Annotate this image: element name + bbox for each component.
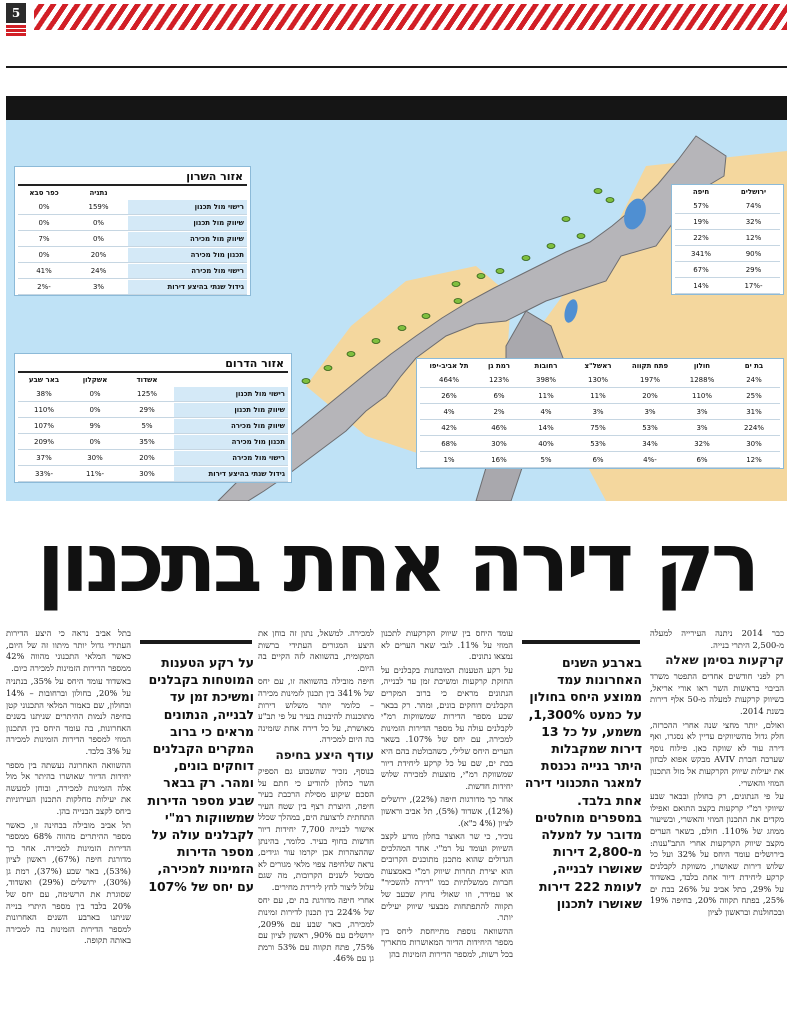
table-row: רישוי מול מכירה 24% 41% bbox=[18, 263, 247, 279]
paragraph: בתל אביב נראה כי היצע הדירות העתידי גדול יותר מיתוו זה של היום, כאשר המלאי התכנוני מהווה 42% ממספר הדירות הזמינות למכירה כיום. bbox=[6, 628, 131, 673]
table-row: 90% 341% bbox=[675, 246, 780, 262]
article-column-3 bbox=[381, 628, 513, 1020]
table-row: רישוי מול תכנון 125% 0% 38% bbox=[18, 386, 288, 402]
paragraph: חיפה מובילה בהשוואה זו, עם יחס של 341% בין תכנון לזמינות מכירה – כלומר יותר משלוש דירות מתוכננות להיבנות בעיר על פי תב"ע מאושרת, על כל דירה אחת שזמינה בה היום למכירה. bbox=[258, 676, 374, 745]
paragraph: למכירה. למשאל, נתון זה בוחן את היצע המגורים העתידי ברשות המקומית, בהשוואה לזה הקיים בה היום. bbox=[258, 628, 374, 673]
table-row: -17% 14% bbox=[675, 278, 780, 294]
article-column-4 bbox=[258, 628, 374, 1020]
paragraph: ההשוואה האחרונה נעשתה בין מספר יחידות הדיור שאושרו בהיתר אל מול אלה הזמינות למכירה, ובוחן למעשה את יעילות מחלקות התכנון העירוניות ביחס לקצב הבנייה בהן. bbox=[6, 759, 131, 816]
main-headline: רק דירה אחת בתכנון bbox=[36, 516, 757, 611]
table-title: אזור הדרום bbox=[18, 354, 288, 373]
table-row: תכנון מול מכירה 35% 0% 209% bbox=[18, 434, 288, 450]
table-row: 12% 22% bbox=[675, 230, 780, 246]
table-row: שיווק מול תכנון 0% 0% bbox=[18, 215, 247, 231]
table-row: 29% 67% bbox=[675, 262, 780, 278]
paragraph: ואולם, יותר מחצי שנה אחרי ההכרזה, חלק גדול מהשיווקים עדיין לא נסגרו, ואף דירה עוד לא שווקה כאן. פילוח נוסף שערכה חברת AVIV מבקש אפוא לבחון את יעילות שיווק הקרקעות אל מול התכנון המוזי והאשרי. bbox=[650, 719, 784, 788]
paragraph: נוכיר, כי שר האוצר בחלון מורע לקצב השיווק ועומד על רמ"י. אחד המהלכים הגדולים שהוא מתכנן מתוכנים הקרובים הוא יצירת תחרות שיווק רמ"י באמצעות חברות ממשלתיות כמו "דירה להשכיר" או עמידר, וזו שאולי נחוץ שבעב של תקווה להתפתחות מבצעי שיווק יעילים יותר. bbox=[381, 831, 513, 923]
paragraph: כבר 2014 ניתנה העירייה למעלה מ-2,500 היתרי בנייה. bbox=[650, 628, 784, 650]
masthead bbox=[0, 0, 787, 36]
table-row: 25% 110% 20% 11% 11% 6% 26% bbox=[420, 388, 780, 404]
table-title: אזור השרון bbox=[18, 167, 247, 186]
table-sharon: אזור השרון נתניה כפר סבא רישוי מול תכנון 159% 0% שיווק מול תכנון 0% 0% שיווק מול מכירה 0% 7% תכנון מול מכירה 20% 0% רישוי מול מכירה 24% 41% גידול שנתי בהיצע דירות 3% -2% bbox=[14, 166, 251, 296]
paragraph: אחרי חיפה מדורגת בת ים, עם יחס של 224% בין תכנון לדירות זמינות למכירה, באר שבע עם 209%, ירושלים עם 90%, ראשון לציון עם 75%, פתח תקווה עם 53% ורמת גן עם 46%. bbox=[258, 895, 374, 964]
pull-quote-rule bbox=[140, 640, 252, 644]
paragraph: על פי הנתונים, רק בחולון ובבאר שבע שיווקי רמ"י קרקעות בקצב התואם ואפילו מקדים את התכנון המוזי והאשרי, ובשיעור ממוזג של 110%. חולם, בשאר הערים מקצב שיווק הקרקעות אחרי התב"ענות: בירושלים עומד היחס על 32% ועל כל שלוש דירות שאושרו, משווקת לקבלנים קרקע ליחידת דיור אחת בלבד, באשדוד על 29%, בתל אביב על 26% בבת ים 25%, בפתח תקווה 20%, בחיפה 19% ובכחולנות ובראשון לציון bbox=[650, 791, 784, 918]
top-rule bbox=[6, 66, 787, 68]
table-south: אזור הדרום אשדוד אשקלון באר שבע רישוי מול תכנון 125% 0% 38% שיווק מול תכנון 29% 0% 110% שיווק מול מכירה 5% 9% 107% תכנון מול מכירה 35% 0% 209% רישוי מול מכירה 20% 30% 37% גידול שנתי בהיצע דירות 30% -11% -33% bbox=[14, 353, 292, 483]
table-row: שיווק מול מכירה 0% 7% bbox=[18, 231, 247, 247]
table-row: 12% 6% -4% 6% 5% 16% 1% bbox=[420, 452, 780, 468]
subheading: קרקעות בסימן שאלה bbox=[665, 653, 784, 668]
paragraph: רק לפני חודשים אחדים התפטר משרד הביבוי בראשות השר ראו אורי אריאל, בשיווק קרקעות למעלה מ-50 אלף דירות בשנת 2014. bbox=[650, 671, 784, 716]
paragraph: תל אביב מובילה בבחינה זו, כאשר מספר ההיתרים מהווה 68% ממספר הדירות הזמינות למכירה. אחר כך מדורגת חיפה (67%), ראשון לציון (53%), באר שבע (37%), רמת גן (30%), ירושלים (29%) ואשדוד, שסוגרת את הרשימה, עם יחס של 20% בלבד בין מספר היתרי בנייה שניתנו בארבע השנים האחרונות למספר הדירות הזמינות בה למכירה באותה תקופה. bbox=[6, 819, 131, 946]
table-row: 74% 57% bbox=[675, 198, 780, 214]
table-row: 32% 19% bbox=[675, 214, 780, 230]
table-row: גידול שנתי בהיצע דירות 3% -2% bbox=[18, 279, 247, 295]
pull-quote: על רקע הטענות המוטחות בקבלנים ומשיכת זמן עד לבנייה, הנתונים מראים כי ברוב המקרים הקבלנים דוחקים בונים, ומהר. רק בבאר שבע מספר הדירות שמשווקות רמ"י לקבלנים עולה על מספר הדירות הזמינות למכירה, עם יחס של 107% bbox=[147, 655, 254, 894]
logo-icon bbox=[6, 25, 26, 37]
table-row: שיווק מול מכירה 5% 9% 107% bbox=[18, 418, 288, 434]
paragraph: אחר כך מדורגות חיפה (22%), ירושלים (12%), אשדוד (5%), תל אביב וראשון לציון (4% כ"א). bbox=[381, 794, 513, 828]
table-jerusalem-haifa: ירושלים חיפה 74% 57% 32% 19% 12% 22% 90% 341% 29% 67% -17% 14% bbox=[671, 184, 784, 295]
table-row: תכנון מול מכירה 20% 0% bbox=[18, 247, 247, 263]
article-column-1 bbox=[650, 628, 784, 1020]
table-row: רישוי מול תכנון 159% 0% bbox=[18, 199, 247, 215]
pull-quote-rule bbox=[522, 640, 640, 644]
paragraph: על רקע הטענות המובחנות בקבלנים על החזקת קרקעות ומשיכת זמן עד לבנייה, הנתונים מראים כי ברוב המקרים הקבלנים דוחקים בונים, ומהר. רק בבאר שבע מספר הדירות שמשווקות רמ"י לקבלנים עולה על מספר הדירות הזמינות למכירה, עם יחס של 107%. בשאר הערים היחס שלילי, כשהבולטת בהם היא בבת ים, שם על כל קרקע ליחידת דיור שמשווקת רמ"י, מוצעות למכירה שלוש יחידות חדשות. bbox=[381, 664, 513, 791]
stripe-band bbox=[34, 4, 787, 30]
page-number: 5 bbox=[6, 3, 26, 23]
table-row: 30% 32% 34% 53% 40% 30% 68% bbox=[420, 436, 780, 452]
pull-quote: בארבע השנים האחרונות עמד ממוצע היחס בחולון על כמעט 1,300%, משמע, על כל 13 דירות שמקבלות היתר בנייה נכנסת למאגר התכנוני דירה אחת בלבד. במספרים מוחלטים מדובר על למעלה מ-2,800 דירות שאושרו לבנייה, לעומת 222 דירות שאושרו לתכנון bbox=[524, 655, 642, 911]
paragraph: באשדוד עומד היחס על 35%, בנתניה על 20%, בחולון וברחובות – 14% ובחולון, שם כאמור המלאי התכנוני קטן בחיפה לנמות ההיתרים שניתנו בשנים האחרונות, בה עומד היחס בין התכנון המוזי למספר הדירות הזמינות למכירה על 3% בלבד. bbox=[6, 676, 131, 756]
paragraph: עומד היחס בין שיווק הקרקעות לתכנון המוזי על 11%. לגבי שאר הערים לא נמצאו נתונים. bbox=[381, 628, 513, 662]
paragraph: ההשוואה נוספת מתייחסת ליחס בין מספר היחידות הדיור המאושרות מתאריך בכל רשות, למספר הדירות הזמינות בהן bbox=[381, 925, 513, 960]
table-row: 31% 3% 3% 3% 4% 2% 4% bbox=[420, 404, 780, 420]
subheading: עודף היצע בחיפה bbox=[275, 747, 374, 762]
table-center: בת ים חולון פתח תקווה ראשל"צ רחובות רמת גן תל אביב-יפו 24% 1288% 197% 130% 398% 123% 464% 25% 110% 20% 11% 11% 6% 26% 31% 3% 3% 3% 4% 2% 4% 224% 3% 53% 75% 14% 46% 42% 30% 32% 34% 53% 40% 30% 68% 12% 6% -4% 6% 5% 16% 1% bbox=[416, 358, 784, 469]
paragraph: בנוסף, נזכיר שהשבוע גם הספיק השר כחלון להודיע כי חתם על הסכם שיקוע מסילת הרכבת בעיר חיפה, היוצרת רצף בין שטח העיר התחתית לרצועת הים, במהלך שכלל אישור לבנייה 7,700 יחידות דיור חדשות בחוף בעיר. כלומר, בהינתן שההצהרות אכן יקרמו עור וגידים, נראה שלחיפה צפוי מלאי מגורים לא מבוטל לשנים הקרובות, מה שגם עלול ליצור לחץ לירידת מחירים. bbox=[258, 765, 374, 892]
table-row: 24% 1288% 197% 130% 398% 123% 464% bbox=[420, 372, 780, 388]
map-infographic bbox=[6, 96, 787, 501]
table-row: שיווק מול תכנון 29% 0% 110% bbox=[18, 402, 288, 418]
table-row: גידול שנתי בהיצע דירות 30% -11% -33% bbox=[18, 466, 288, 482]
table-row: רישוי מול מכירה 20% 30% 37% bbox=[18, 450, 288, 466]
article-column-6 bbox=[6, 628, 131, 1020]
table-row: 224% 3% 53% 75% 14% 46% 42% bbox=[420, 420, 780, 436]
